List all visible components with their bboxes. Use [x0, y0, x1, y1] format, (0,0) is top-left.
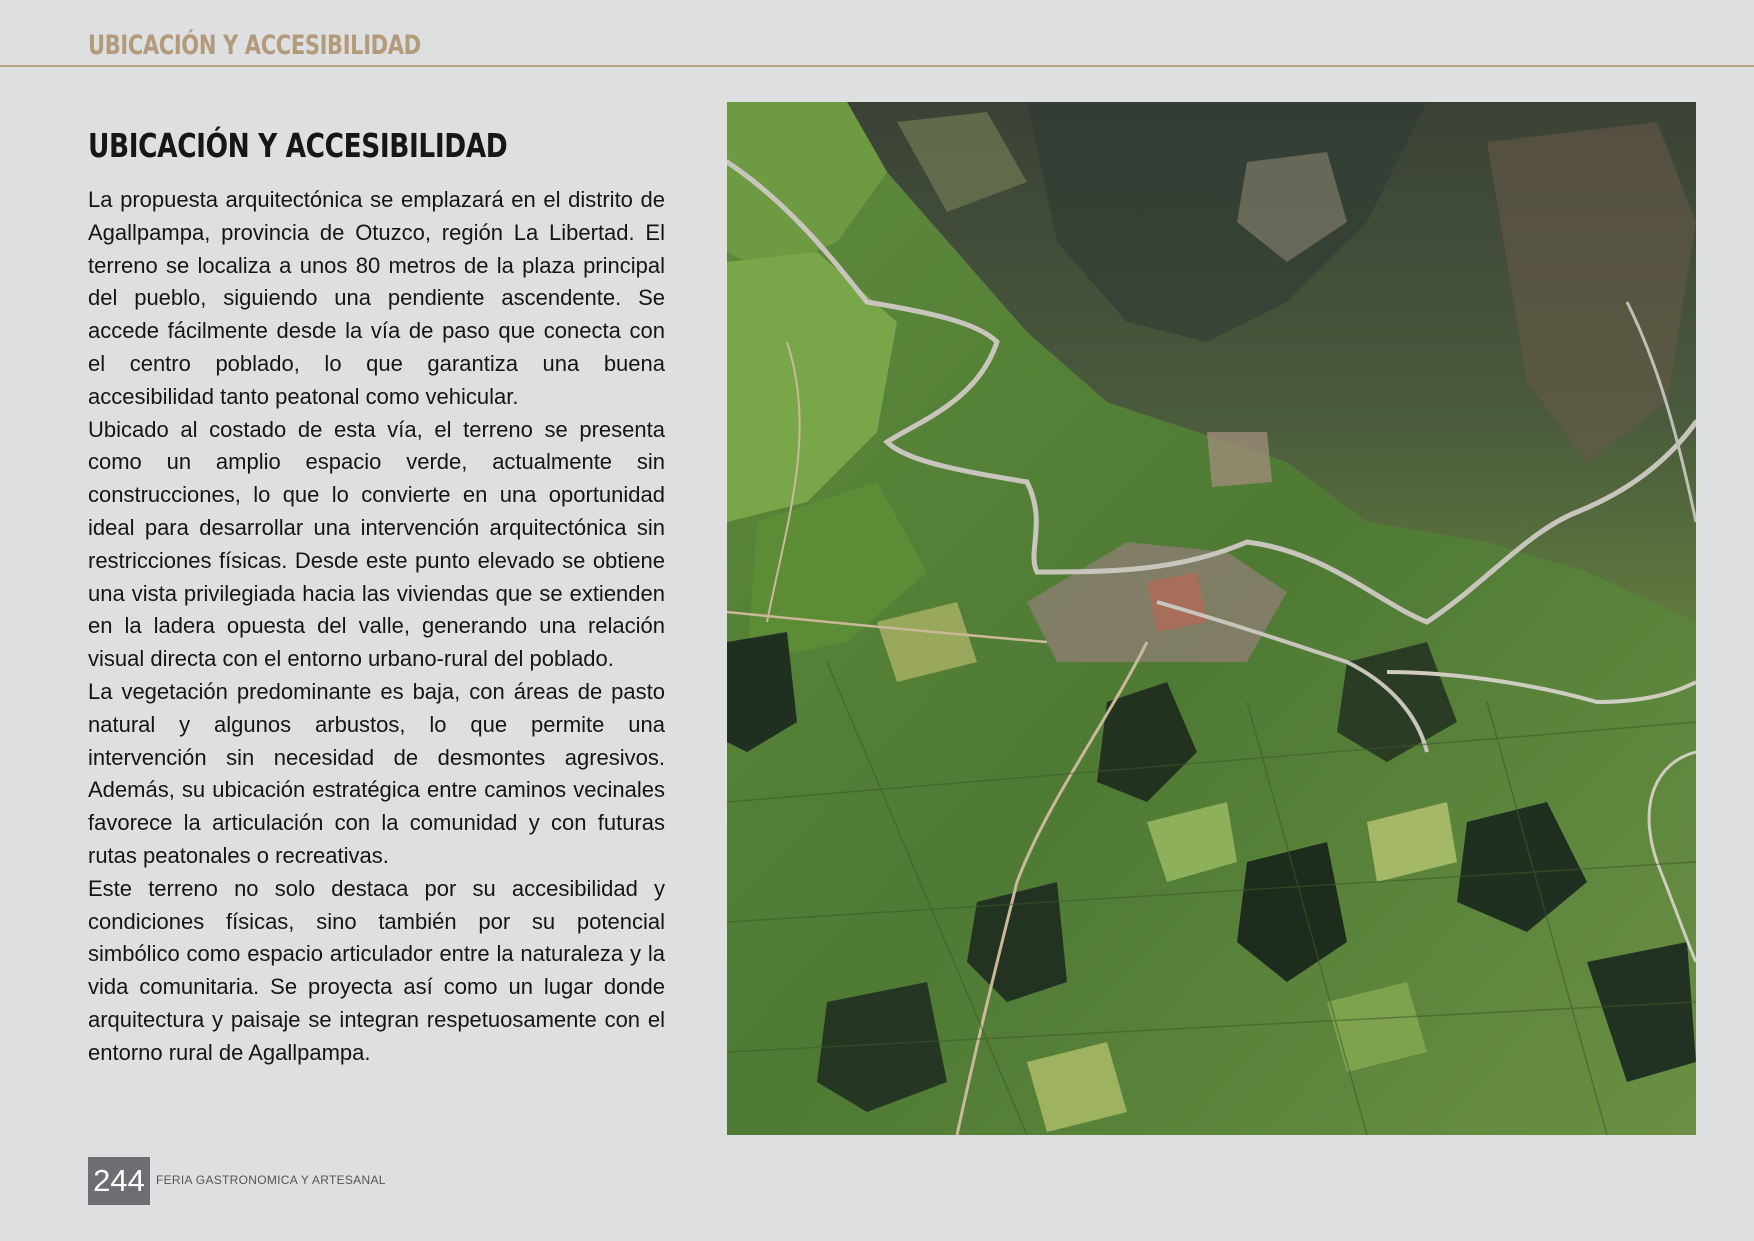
section-title: UBICACIÓN Y ACCESIBILIDAD — [88, 126, 508, 165]
paragraph: La propuesta arquitectónica se emplazará en el distrito de Agallpampa, provincia de Otuzco, región La Libertad. El terreno se localiza a unos 80 metros de la plaza principal del pueblo, siguiendo una pendiente ascendente. Se accede fácilmente desde la vía de paso que conecta con el centro poblado, lo que garantiza una buena accesibilidad tanto peatonal como vehicular. — [88, 187, 665, 409]
running-header-title: UBICACIÓN Y ACCESIBILIDAD — [88, 30, 421, 61]
paragraph: Ubicado al costado de esta vía, el terreno se presenta como un amplio espacio verde, actualmente sin construcciones, lo que lo convierte en una oportunidad ideal para desarrollar una intervención arquitectónica sin restricciones físicas. Desde este punto elevado se obtiene una vista privilegiada hacia las viviendas que se extienden en la ladera opuesta del valle, generando una relación visual directa con el entorno urbano-rural del poblado. — [88, 416, 665, 672]
header-divider — [0, 65, 1754, 67]
body-text — [88, 184, 665, 1070]
page-number: 244 — [88, 1157, 150, 1205]
footer-publication-title: FERIA GASTRONOMICA Y ARTESANAL — [156, 1173, 386, 1187]
aerial-satellite-image — [727, 102, 1696, 1135]
paragraph: La vegetación predominante es baja, con áreas de pasto natural y algunos arbustos, lo que permite una intervención sin necesidad de desmontes agresivos. Además, su ubicación estratégica entre caminos vecinales favorece la articulación con la comunidad y con futuras rutas peatonales o recreativas. — [88, 678, 665, 868]
paragraph: Este terreno no solo destaca por su accesibilidad y condiciones físicas, sino también por su potencial simbólico como espacio articulador entre la naturaleza y la vida comunitaria. Se proyecta así como un lugar donde arquitectura y paisaje se integran respetuosamente con el entorno rural de Agallpampa. — [88, 875, 665, 1065]
